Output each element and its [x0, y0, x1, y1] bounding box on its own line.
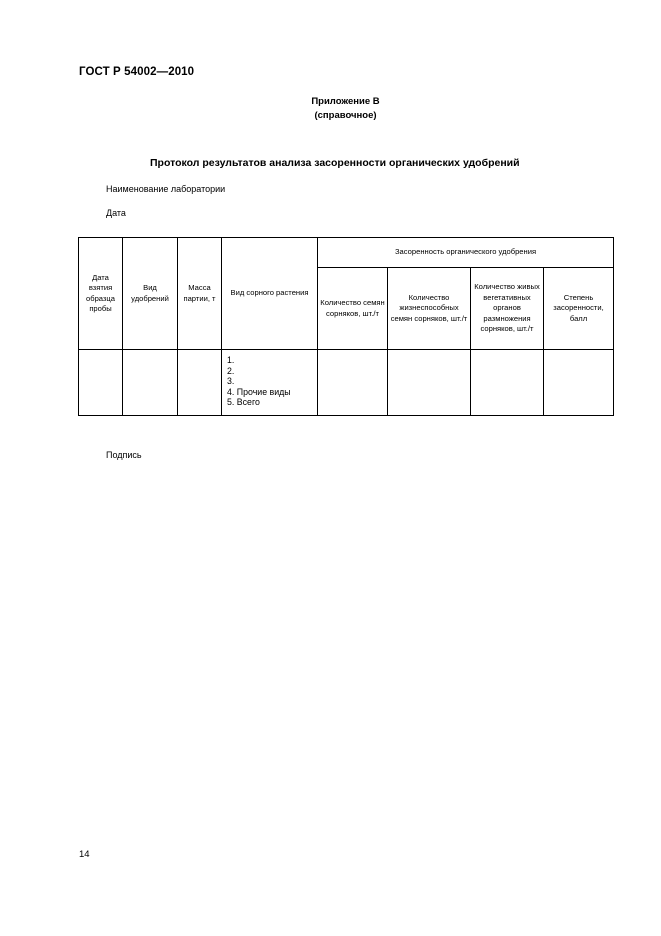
document-title: Протокол результатов анализа засоренности органических удобрений: [150, 157, 520, 169]
col-vegetative-organs: Количество живых вегетативных органов размножения сорняков, шт./т: [471, 268, 544, 350]
cell-contamination-degree: [544, 350, 614, 416]
appendix-heading: [0, 95, 661, 123]
date-label: Дата: [106, 208, 126, 218]
page-number: 14: [79, 849, 90, 860]
col-weed-species: Вид сорного растения: [222, 238, 318, 350]
table-row: [79, 350, 614, 416]
cell-batch-mass: [178, 350, 222, 416]
col-contamination-degree: Степень засоренности, балл: [544, 268, 614, 350]
appendix-title: Приложение В: [311, 96, 380, 107]
laboratory-name-label: Наименование лаборатории: [106, 184, 226, 194]
cell-sampling-date: [79, 350, 123, 416]
species-row: 5. Всего: [227, 397, 260, 408]
cell-vegetative-organs: [471, 350, 544, 416]
species-row: 2.: [227, 365, 235, 376]
col-batch-mass: Масса партии, т: [178, 238, 222, 350]
signature-label: Подпись: [106, 450, 142, 460]
cell-viable-seeds: [388, 350, 471, 416]
protocol-table: [78, 237, 614, 416]
col-seed-count: Количество семян сорняков, шт./т: [318, 268, 388, 350]
species-row: 1.: [227, 355, 235, 365]
standard-code: ГОСТ Р 54002—2010: [79, 66, 195, 78]
col-sampling-date: Дата взятия образца пробы: [79, 238, 123, 350]
appendix-status: (справочное): [314, 110, 377, 121]
species-row: 4. Прочие виды: [227, 386, 291, 397]
cell-fertilizer-type: [123, 350, 178, 416]
col-group-contamination: Засоренность органического удобрения: [318, 238, 614, 268]
col-viable-seeds: Количество жизнеспособных семян сорняков, шт./т: [388, 268, 471, 350]
col-fertilizer-type: Вид удобрений: [123, 238, 178, 350]
species-row: 3.: [227, 376, 235, 387]
cell-seed-count: [318, 350, 388, 416]
cell-weed-species-list: [222, 350, 318, 416]
